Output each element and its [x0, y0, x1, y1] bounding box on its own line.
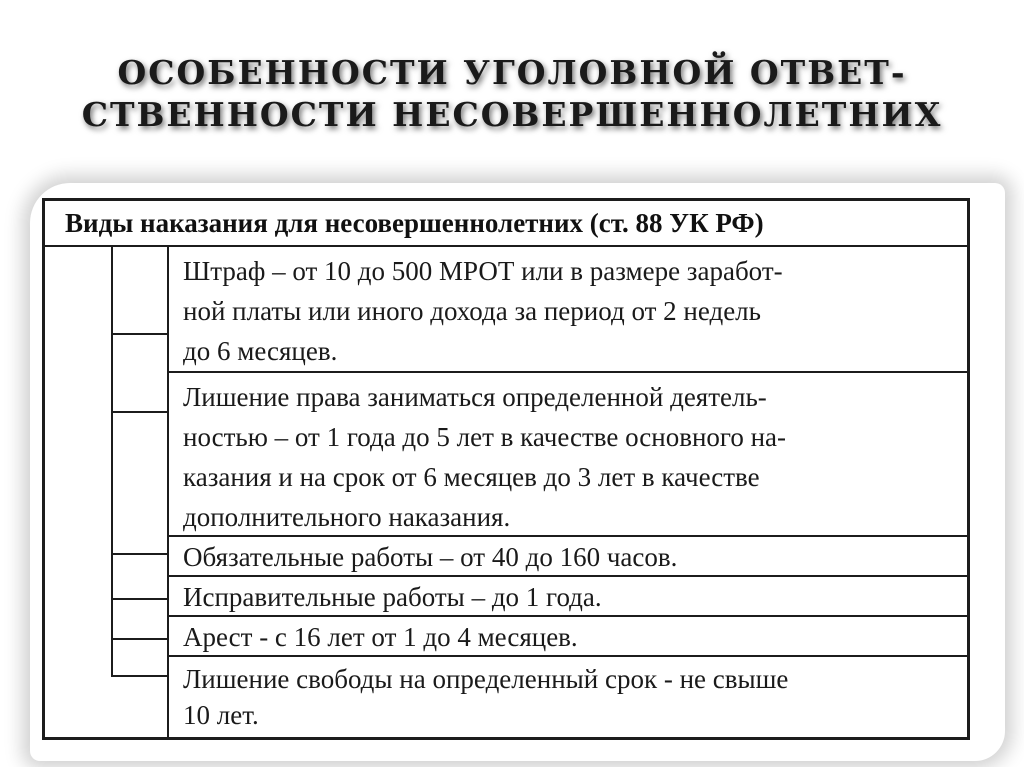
table-row-deprivation-of-right — [167, 373, 967, 537]
connector-branch — [111, 333, 169, 335]
table-row-fine — [167, 247, 967, 373]
connector-branch — [111, 553, 169, 555]
row-line: Обязательные работы – от 40 до 160 часов. — [183, 542, 678, 572]
row-line: Исправительные работы – до 1 года. — [183, 582, 602, 612]
connector-branch — [111, 411, 169, 413]
table-row-imprisonment — [167, 657, 967, 737]
table-row-compulsory-works — [167, 537, 967, 577]
row-line: Лишение права заниматься определенной деятель- — [183, 382, 767, 412]
row-line: дополнительного наказания. — [183, 502, 511, 532]
row-line: ностью – от 1 года до 5 лет в качестве основного на- — [183, 422, 787, 452]
table-row-arrest — [167, 617, 967, 657]
row-line: 10 лет. — [183, 700, 259, 730]
row-line: Штраф – от 10 до 500 МРОТ или в размере заработ- — [183, 256, 783, 286]
row-line: казания и на срок от 6 месяцев до 3 лет в качестве — [183, 462, 760, 492]
table-header: Виды наказания для несовершеннолетних (ст. 88 УК РФ) — [45, 201, 967, 247]
table-row-correctional-works — [167, 577, 967, 617]
row-line: до 6 месяцев. — [183, 336, 338, 366]
connector-branch — [111, 638, 169, 640]
slide-title — [40, 52, 984, 136]
slide-title-line-1: ОСОБЕННОСТИ УГОЛОВНОЙ ОТВЕТ- — [117, 53, 907, 92]
row-line: ной платы или иного дохода за период от 2 недель — [183, 296, 761, 326]
punishments-table — [42, 198, 970, 740]
row-line: Лишение свободы на определенный срок - не свыше — [183, 664, 789, 694]
slide-title-line-2: СТВЕННОСТИ НЕСОВЕРШЕННОЛЕТНИХ — [81, 95, 943, 134]
connector-branch — [111, 675, 169, 677]
row-line: Арест - с 16 лет от 1 до 4 месяцев. — [183, 622, 578, 652]
connector-branch — [111, 598, 169, 600]
connector-trunk — [111, 247, 113, 677]
